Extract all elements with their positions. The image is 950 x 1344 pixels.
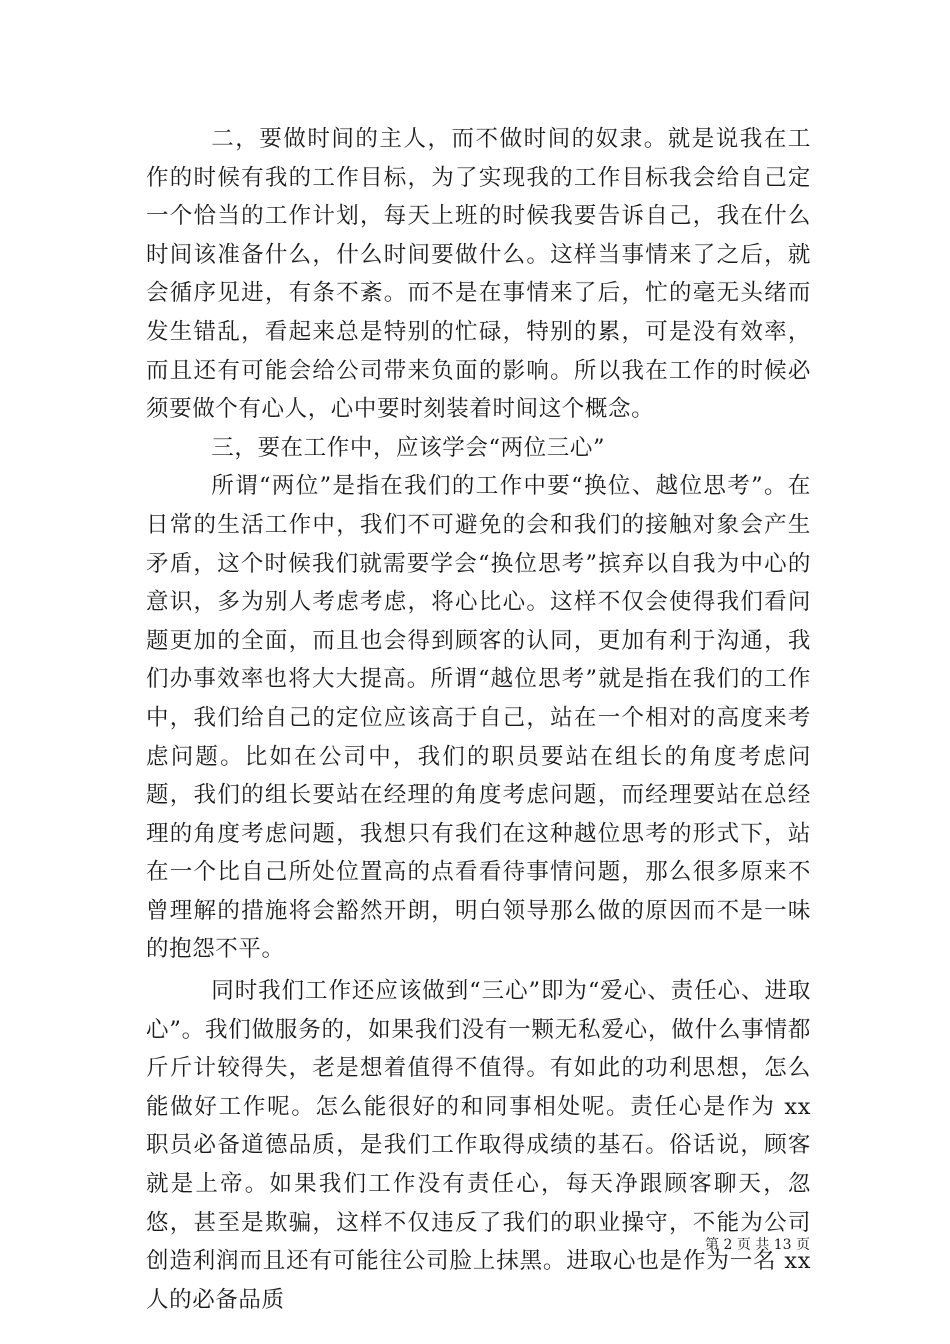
page-number-footer: 第 2 页 共 13 页 xyxy=(705,1237,810,1253)
paragraph-two-positions: 所谓“两位”是指在我们的工作中要“换位、越位思考”。在日常的生活工作中，我们不可避免的会和我们的接触对象会产生矛盾，这个时候我们就需要学会“换位思考”摈弃以自我为中心的意识，多为别人考虑考虑，将心比心。这样不仅会使得我们看问题更加的全面，而且也会得到顾客的认同，更加有利于沟通，我们办事效率也将大大提高。所谓“越位思考”就是指在我们的工作中，我们给自己的定位应该高于自己，站在一个相对的高度来考虑问题。比如在公司中，我们的职员要站在组长的角度考虑问题，我们的组长要站在经理的角度考虑问题，而经理要站在总经理的角度考虑问题，我想只有我们在这种越位思考的形式下，站在一个比自己所处位置高的点看看待事情问题，那么很多原来不曾理解的措施将会豁然开朗，明白领导那么做的原因而不是一味的抱怨不平。 xyxy=(146,473,811,963)
paragraph-time-management: 二，要做时间的主人，而不做时间的奴隶。就是说我在工作的时候有我的工作目标，为了实现我的工作目标我会给自己定一个恰当的工作计划，每天上班的时候我要告诉自己，我在什么时间该准备什么，什么时间要做什么。这样当事情来了之后，就会循序见进，有条不紊。而不是在事情来了后，忙的毫无头绪而发生错乱，看起来总是特别的忙碌，特别的累，可是没有效率，而且还有可能会给公司带来负面的影响。所以我在工作的时候必须要做个有心人，心中要时刻装着时间这个概念。 xyxy=(146,126,811,423)
paragraph-section-heading: 三，要在工作中，应该学会“两位三心” xyxy=(211,434,606,461)
document-body xyxy=(146,120,811,1319)
paragraph-three-hearts: 同时我们工作还应该做到“三心”即为“爱心、责任心、进取心”。我们做服务的，如果我们没有一颗无私爱心，做什么事情都斤斤计较得失，老是想着值得不值得。有如此的功利思想，怎么能做好工作呢。怎么能很好的和同事相处呢。责任心是作为 xx 职员必备道德品质，是我们工作取得成绩的基石。俗话说，顾客就是上帝。如果我们工作没有责任心，每天净跟顾客聊天，忽悠，甚至是欺骗，这样不仅违反了我们的职业操守，不能为公司创造利润而且还有可能往公司脸上抹黑。进取心也是作为一名 xx 人的必备品质 xyxy=(146,978,811,1313)
